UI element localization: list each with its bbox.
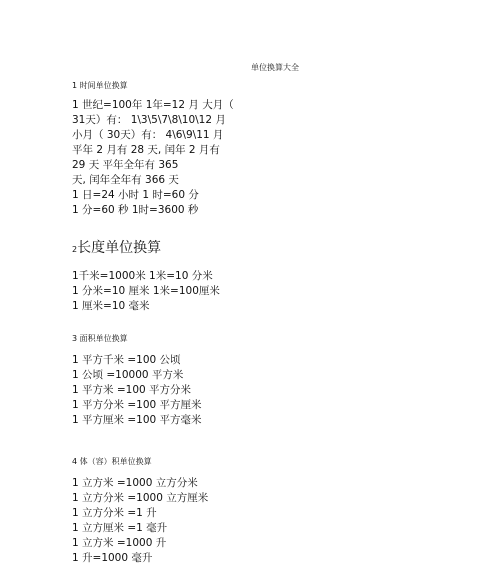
text-line: 1 立方米 =1000 升 <box>72 537 167 549</box>
text-line: 平年 2 月有 28 天, 闰年 2 月有 <box>72 144 220 156</box>
text-line: 29 天 平年全年有 365 <box>72 159 179 171</box>
text-line: 1 日=24 小时 1 时=60 分 <box>72 189 199 201</box>
text-line: 1 立方米 =1000 立方分米 <box>72 477 198 489</box>
text-line: 1 升=1000 毫升 <box>72 552 153 564</box>
section-number: 2 <box>72 245 78 254</box>
text-line: 1 平方分米 =100 平方厘米 <box>72 399 202 411</box>
text-line: 1 立方分米 =1000 立方厘米 <box>72 492 209 504</box>
section-heading-area: 3 面积单位换算 <box>72 334 128 343</box>
section-body-length <box>72 269 220 314</box>
section-body-time <box>72 98 234 218</box>
section-body-volume <box>72 476 208 566</box>
section-body-area <box>72 353 202 428</box>
text-line: 1 分米=10 厘米 1米=100厘米 <box>72 285 220 297</box>
text-line: 1 公顷 =10000 平方米 <box>72 369 184 381</box>
text-line: 1 平方米 =100 平方分米 <box>72 384 192 396</box>
text-line: 31天）有： 1\3\5\7\8\10\12 月 <box>72 114 226 126</box>
section-heading-time: 1 时间单位换算 <box>72 81 128 90</box>
text-line: 1 平方厘米 =100 平方毫米 <box>72 414 202 426</box>
text-line: 1 立方分米 =1 升 <box>72 507 157 519</box>
text-line: 小月（ 30天）有： 4\6\9\11 月 <box>72 129 224 141</box>
text-line: 1 分=60 秒 1时=3600 秒 <box>72 204 199 216</box>
text-line: 天, 闰年全年有 366 天 <box>72 174 179 186</box>
text-line: 1 世纪=100年 1年=12 月 大月（ <box>72 99 234 111</box>
text-line: 1千米=1000米 1米=10 分米 <box>72 270 213 282</box>
section-heading-volume: 4 体（容）积单位换算 <box>72 457 152 466</box>
text-line: 1 厘米=10 毫米 <box>72 300 150 312</box>
section-heading-text: 长度单位换算 <box>77 240 162 256</box>
document-title: 单位换算大全 <box>251 63 299 72</box>
text-line: 1 平方千米 =100 公顷 <box>72 354 181 366</box>
text-line: 1 立方厘米 =1 毫升 <box>72 522 168 534</box>
section-heading-length <box>72 237 161 257</box>
